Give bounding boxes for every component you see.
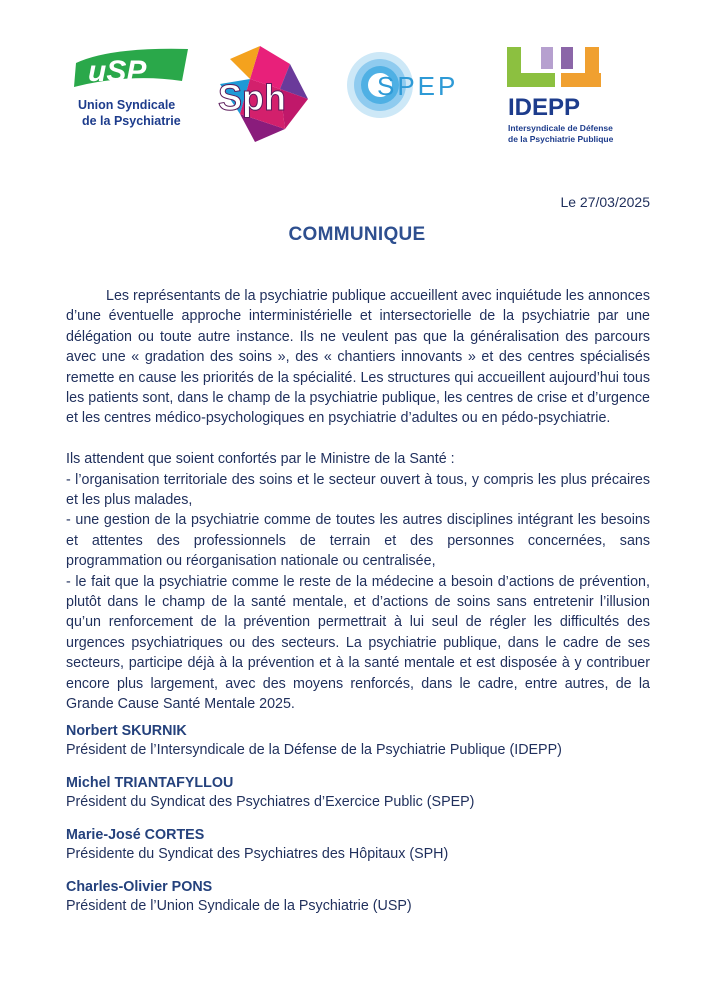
signatory-name: Norbert SKURNIK: [66, 723, 187, 739]
sph-logo-mark: Sph: [218, 77, 286, 118]
signatory-role: Président de l’Union Syndicale de la Psychiatrie (USP): [66, 898, 412, 914]
signatories: [66, 722, 666, 930]
usp-logo-line1: Union Syndicale: [78, 98, 176, 112]
usp-logo-mark: uSP: [88, 55, 147, 88]
signatory-role: Président du Syndicat des Psychiatres d’Exercice Public (SPEP): [66, 794, 475, 810]
signatory-role: Présidente du Syndicat des Psychiatres des Hôpitaux (SPH): [66, 846, 449, 862]
signatory-name: Marie-José CORTES: [66, 827, 205, 843]
idepp-logo: [505, 43, 620, 148]
signatory-name: Charles-Olivier PONS: [66, 879, 213, 895]
communique-body: [66, 286, 650, 715]
idepp-logo-line2: de la Psychiatrie Publique: [508, 134, 614, 144]
page-title: COMMUNIQUE: [288, 224, 426, 245]
signatory-name: Michel TRIANTAFYLLOU: [66, 775, 234, 791]
paragraph-demands-intro: Ils attendent que soient confortés par le Ministre de la Santé :: [66, 451, 455, 468]
signatory: [66, 826, 666, 864]
logo-row: [0, 40, 714, 150]
signatory: [66, 878, 666, 916]
usp-logo-line2: de la Psychiatrie: [82, 114, 181, 128]
demand-item: - une gestion de la psychiatrie comme de toutes les autres disciplines intégrant les besoins et attentes des professionnels de terrain et des personnes concernées, sans programmation ou réorganisation nationale ou centralisée,: [66, 512, 650, 570]
usp-logo: [70, 43, 195, 133]
signatory: [66, 774, 666, 812]
demand-item: - l’organisation territoriale des soins et le secteur ouvert à tous, y compris les plus précaires et les plus malades,: [66, 471, 650, 509]
idepp-logo-line1: Intersyndicale de Défense: [508, 123, 613, 133]
sph-logo: [210, 44, 310, 144]
signatory-role: Président de l’Intersyndicale de la Défense de la Psychiatrie Publique (IDEPP): [66, 742, 562, 758]
signatory: [66, 722, 666, 760]
idepp-logo-mark: IDEPP: [508, 94, 581, 121]
document-date: Le 27/03/2025: [560, 194, 650, 210]
demand-item: - le fait que la psychiatrie comme le reste de la médecine a besoin d’actions de prévention, plutôt dans le champ de la santé mentale, et d’actions de soins sans entretenir l’illusion qu’un renforcement de la prévention permettrait à lui seul de régler les difficultés des urgences psychiatriques ou des secteurs. La psychiatrie publique, dans le cadre de ses secteurs, participe déjà à la prévention et à la santé mentale et est disposée à y contribuer encore plus largement, avec des moyens renforcés, dans le cadre, entre autres, de la Grande Cause Santé Mentale 2025.: [66, 573, 650, 713]
paragraph-intro: Les représentants de la psychiatrie publique accueillent avec inquiétude les annonces d’une éventuelle approche interministérielle et intersectorielle de la psychiatrie par une délégation ou toute autre instance. Ils ne veulent pas que la généralisation des parcours avec une « gradation des soins », des « chantiers innovants » et des centres spécialisés remette en cause les priorités de la spécialité. Les structures qui accueillent aujourd’hui tous les patients sont, dans le champ de la psychiatrie publique, les centres de crise et d’urgence et les centres médico-psychologiques en psychiatrie d’adultes ou en pédo-psychiatrie.: [66, 288, 650, 427]
spep-logo: [345, 50, 475, 120]
spep-logo-mark: SPEP: [377, 71, 459, 101]
